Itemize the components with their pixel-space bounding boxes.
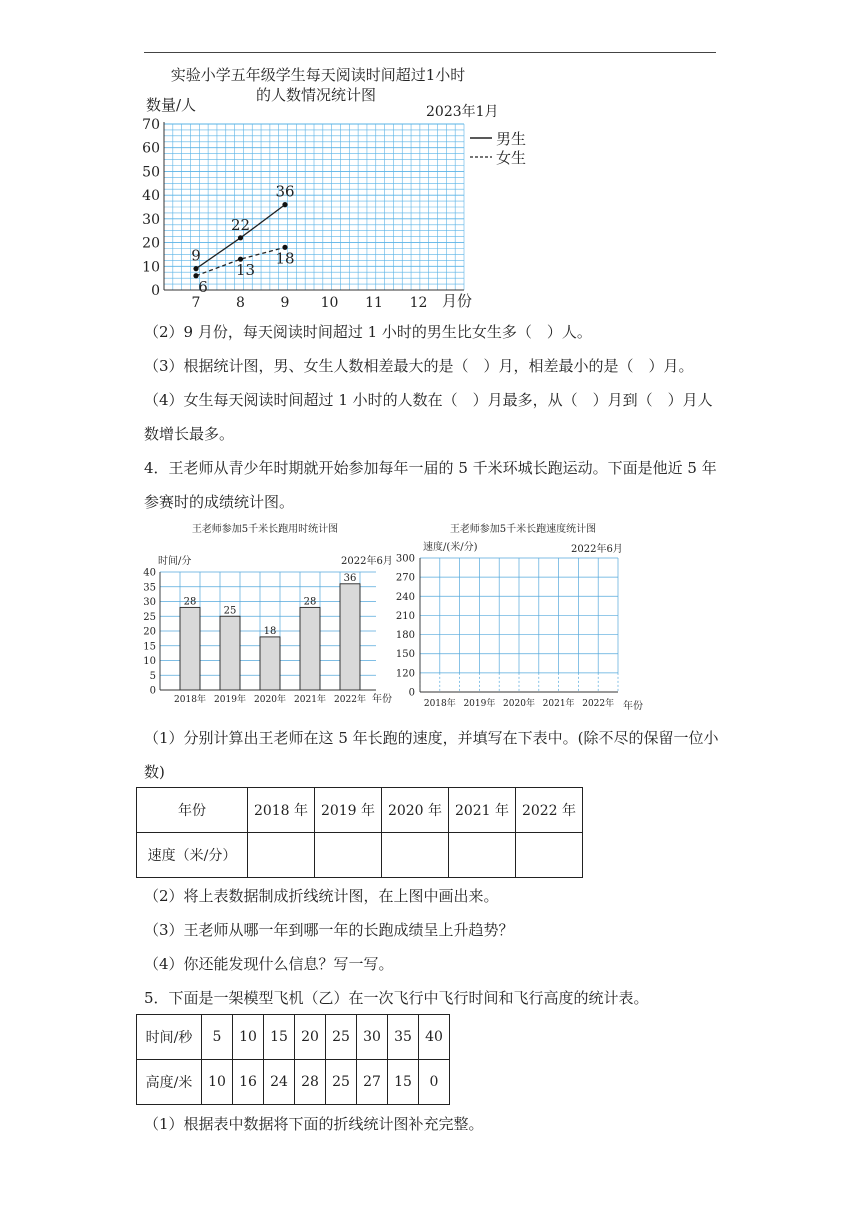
x-tick-label: 2020年: [254, 695, 286, 705]
x-tick-label: 7: [191, 295, 201, 311]
time-cell: 5: [202, 1015, 233, 1060]
legend-boys-label: 男生: [496, 130, 527, 148]
y-tick-label: 10: [142, 259, 160, 276]
chart2-title: 王老师参加5千米长跑用时统计图: [191, 524, 339, 535]
time-cell: 20: [295, 1015, 326, 1060]
data-label: 9: [191, 246, 201, 265]
bar-value-label: 18: [263, 625, 277, 637]
table-header-label: 年份: [137, 788, 248, 833]
y-tick-label: 120: [395, 668, 415, 680]
y-tick-label: 30: [143, 597, 156, 608]
question-3-4-cont: 数增长最多。: [144, 425, 235, 443]
question-4-intro: 4．王老师从青少年时期就开始参加每年一届的 5 千米环城长跑运动。下面是他近 5 年: [144, 459, 717, 477]
data-point: [238, 235, 243, 240]
height-cell: 25: [326, 1060, 357, 1105]
x-tick-label: 2018年: [174, 695, 206, 705]
bar: [180, 607, 200, 690]
x-tick-label: 2021年: [294, 695, 326, 705]
x-tick-label: 2018年: [423, 699, 456, 709]
x-tick-label: 2022年: [334, 695, 366, 705]
row-label-height: 高度/米: [137, 1060, 202, 1105]
data-label: 6: [198, 277, 208, 296]
y-tick-label: 15: [143, 641, 156, 653]
height-cell: 10: [202, 1060, 233, 1105]
x-tick-label: 9: [280, 295, 290, 311]
chart3-title: 王老师参加5千米长跑速度统计图: [449, 524, 597, 535]
x-tick-label: 8: [236, 295, 245, 311]
legend-girls-label: 女生: [496, 149, 527, 167]
chart2-bars: [180, 573, 360, 690]
y-tick-label: 70: [142, 117, 160, 133]
x-tick-label: 2019年: [463, 699, 496, 709]
y-tick-label: 0: [408, 687, 415, 699]
data-label: 13: [235, 261, 256, 280]
y-tick-label: 5: [149, 670, 156, 682]
y-tick-label: 150: [395, 649, 415, 661]
y-tick-label: 300: [395, 553, 415, 565]
bar: [220, 616, 240, 690]
y-tick-label: 210: [395, 610, 415, 622]
time-cell: 25: [326, 1015, 357, 1060]
answer-cell[interactable]: [516, 833, 583, 878]
time-cell: 40: [419, 1015, 450, 1060]
time-cell: 35: [388, 1015, 419, 1060]
time-cell: 15: [264, 1015, 295, 1060]
data-point: [193, 266, 198, 271]
y-tick-label: 180: [395, 630, 415, 642]
y-tick-label: 10: [143, 656, 156, 667]
answer-cell[interactable]: [248, 833, 315, 878]
chart3-xlabel: 年份: [623, 701, 643, 712]
answer-cell[interactable]: [382, 833, 449, 878]
height-cell: 0: [419, 1060, 450, 1105]
chart3-date: 2022年6月: [571, 544, 623, 555]
bar: [300, 607, 320, 690]
chart2-ylabel: 时间/分: [158, 556, 192, 567]
y-tick-label: 0: [149, 685, 156, 697]
data-label: 36: [275, 182, 295, 201]
table-header-cell: 2019 年: [315, 788, 382, 833]
y-tick-label: 50: [142, 164, 160, 181]
data-label: 18: [275, 249, 295, 268]
chart1-subtitle: 的人数情况统计图: [255, 86, 377, 104]
row-label-time: 时间/秒: [137, 1015, 202, 1060]
x-tick-label: 2019年: [214, 695, 246, 705]
chart2-xlabel: 年份: [372, 694, 392, 705]
question-4-2: （2）将上表数据制成折线统计图，在上图中画出来。: [144, 887, 499, 905]
y-tick-label: 0: [151, 283, 160, 299]
chart3-grid: [420, 558, 618, 692]
time-cell: 10: [233, 1015, 264, 1060]
time-cell: 30: [357, 1015, 388, 1060]
chart2-tick-labels: [143, 568, 366, 706]
x-tick-label: 10: [320, 295, 339, 311]
chart1-ylabel: 数量/人: [146, 96, 197, 114]
flight-table: [136, 1014, 450, 1105]
table-row: [137, 833, 583, 878]
x-tick-label: 11: [365, 295, 383, 311]
y-tick-label: 240: [395, 591, 415, 603]
bar: [260, 637, 280, 690]
question-3-3: （3）根据统计图，男、女生人数相差最大的是（ ）月，相差最小的是（ ）月。: [144, 357, 694, 375]
y-tick-label: 40: [143, 567, 156, 579]
height-cell: 24: [264, 1060, 295, 1105]
x-tick-label: 12: [409, 295, 428, 311]
data-label: 22: [230, 215, 251, 234]
y-tick-label: 60: [142, 140, 160, 157]
reading-line-chart: [140, 60, 540, 314]
table-header-cell: 2020 年: [382, 788, 449, 833]
height-cell: 27: [357, 1060, 388, 1105]
y-tick-label: 20: [143, 626, 156, 638]
table-header-cell: 2021 年: [449, 788, 516, 833]
bar-value-label: 28: [303, 596, 317, 608]
chart2-date: 2022年6月: [341, 556, 393, 567]
question-3-4: （4）女生每天阅读时间超过 1 小时的人数在（ ）月最多，从（ ）月到（ ）月人: [144, 391, 713, 409]
x-tick-label: 2020年: [503, 699, 535, 709]
height-cell: 16: [233, 1060, 264, 1105]
answer-cell[interactable]: [449, 833, 516, 878]
question-3-2: （2）9 月份，每天阅读时间超过 1 小时的男生比女生多（ ）人。: [144, 323, 592, 341]
y-tick-label: 270: [395, 572, 415, 584]
chart1-xlabel: 月份: [442, 292, 473, 310]
y-tick-label: 20: [142, 235, 160, 252]
y-tick-label: 30: [142, 211, 160, 228]
table-header-cell: 2018 年: [248, 788, 315, 833]
question-5-1: （1）根据表中数据将下面的折线统计图补充完整。: [144, 1115, 484, 1133]
question-4-intro-cont: 参赛时的成绩统计图。: [144, 493, 295, 511]
table-row: [137, 1060, 450, 1105]
chart1-series: [191, 183, 294, 296]
height-cell: 28: [295, 1060, 326, 1105]
chart1-title: 实验小学五年级学生每天阅读时间超过1小时: [170, 66, 466, 84]
x-tick-label: 2021年: [542, 699, 575, 709]
header-rule: [144, 52, 716, 53]
y-tick-label: 35: [143, 582, 156, 594]
bar: [340, 584, 360, 690]
bar-value-label: 36: [343, 572, 357, 584]
question-5-intro: 5．下面是一架模型飞机（乙）在一次飞行中飞行时间和飞行高度的统计表。: [144, 989, 649, 1007]
chart1-legend: [470, 130, 526, 167]
y-tick-label: 40: [142, 188, 160, 205]
question-4-1: （1）分别计算出王老师在这 5 年长跑的速度，并填写在下表中。(除不尽的保留一位小: [144, 729, 719, 747]
table-row-label: 速度（米/分）: [137, 833, 248, 878]
bar-value-label: 25: [223, 605, 237, 617]
data-point: [282, 202, 287, 207]
chart1-grid: [164, 124, 464, 290]
question-4-1-cont: 数): [144, 763, 165, 781]
table-header-cell: 2022 年: [516, 788, 583, 833]
running-speed-line-chart: [390, 516, 672, 714]
chart3-ylabel: 速度/(米/分): [423, 542, 478, 553]
height-cell: 15: [388, 1060, 419, 1105]
running-time-bar-chart: [140, 516, 402, 712]
question-4-4: （4）你还能发现什么信息？写一写。: [144, 955, 394, 973]
x-tick-label: 2022年: [582, 699, 615, 709]
answer-cell[interactable]: [315, 833, 382, 878]
y-tick-label: 25: [143, 611, 156, 623]
question-4-3: （3）王老师从哪一年到哪一年的长跑成绩呈上升趋势？: [144, 921, 514, 939]
table-row: [137, 788, 583, 833]
speed-table: [136, 787, 583, 878]
table-row: [137, 1015, 450, 1060]
chart1-date: 2023年1月: [426, 104, 499, 120]
bar-value-label: 28: [183, 596, 197, 608]
